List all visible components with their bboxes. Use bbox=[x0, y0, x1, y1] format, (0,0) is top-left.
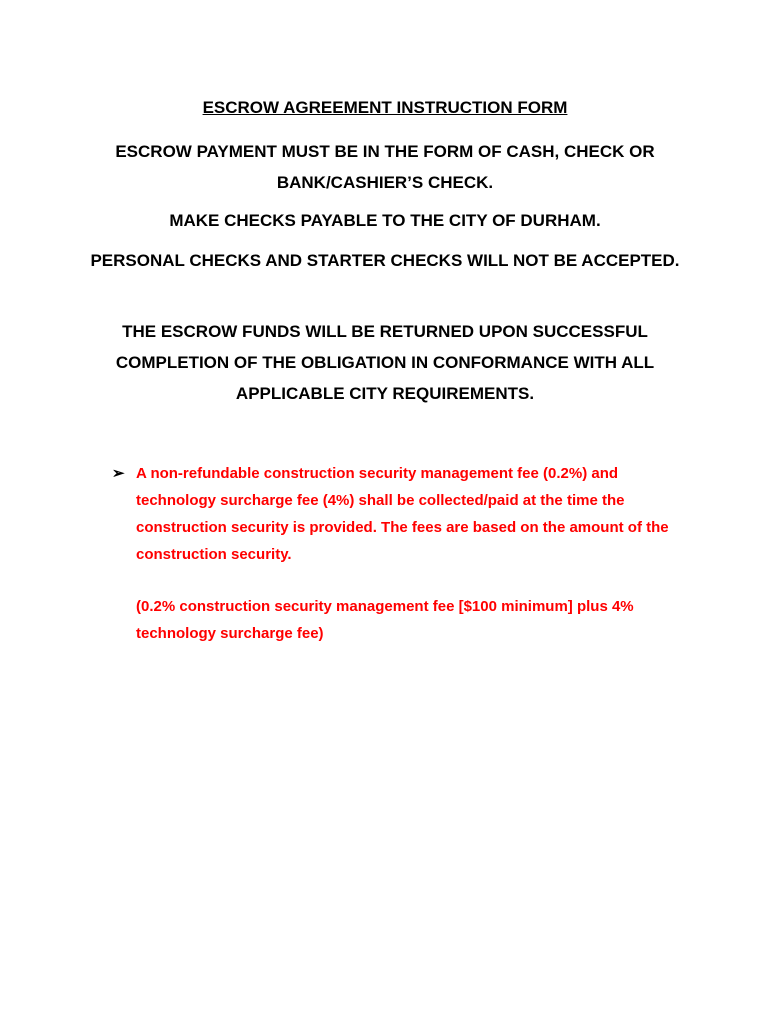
fee-breakdown-note: (0.2% construction security management fee [$100 minimum] plus 4% technology surcharge fee) bbox=[136, 598, 634, 642]
arrow-bullet-icon: ➢ bbox=[112, 465, 125, 482]
fee-bullet-item bbox=[112, 460, 692, 568]
payment-form-paragraph: ESCROW PAYMENT MUST BE IN THE FORM OF CASH, CHECK OR BANK/CASHIER’S CHECK. bbox=[115, 142, 655, 192]
fee-notice bbox=[112, 460, 692, 647]
funds-returned-paragraph: THE ESCROW FUNDS WILL BE RETURNED UPON SUCCESSFUL COMPLETION OF THE OBLIGATION IN CONFORMANCE WITH ALL APPLICABLE CITY REQUIREMENTS. bbox=[115, 322, 655, 403]
payable-to-paragraph: MAKE CHECKS PAYABLE TO THE CITY OF DURHAM. bbox=[169, 211, 601, 230]
personal-checks-paragraph: PERSONAL CHECKS AND STARTER CHECKS WILL NOT BE ACCEPTED. bbox=[90, 251, 680, 270]
form-title: ESCROW AGREEMENT INSTRUCTION FORM bbox=[202, 98, 568, 117]
fee-bullet-text: A non-refundable construction security management fee (0.2%) and technology surcharge fee (4%) shall be collected/paid at the time the construction security is provided. The fees are based on the amount of the construction security. bbox=[136, 465, 669, 563]
